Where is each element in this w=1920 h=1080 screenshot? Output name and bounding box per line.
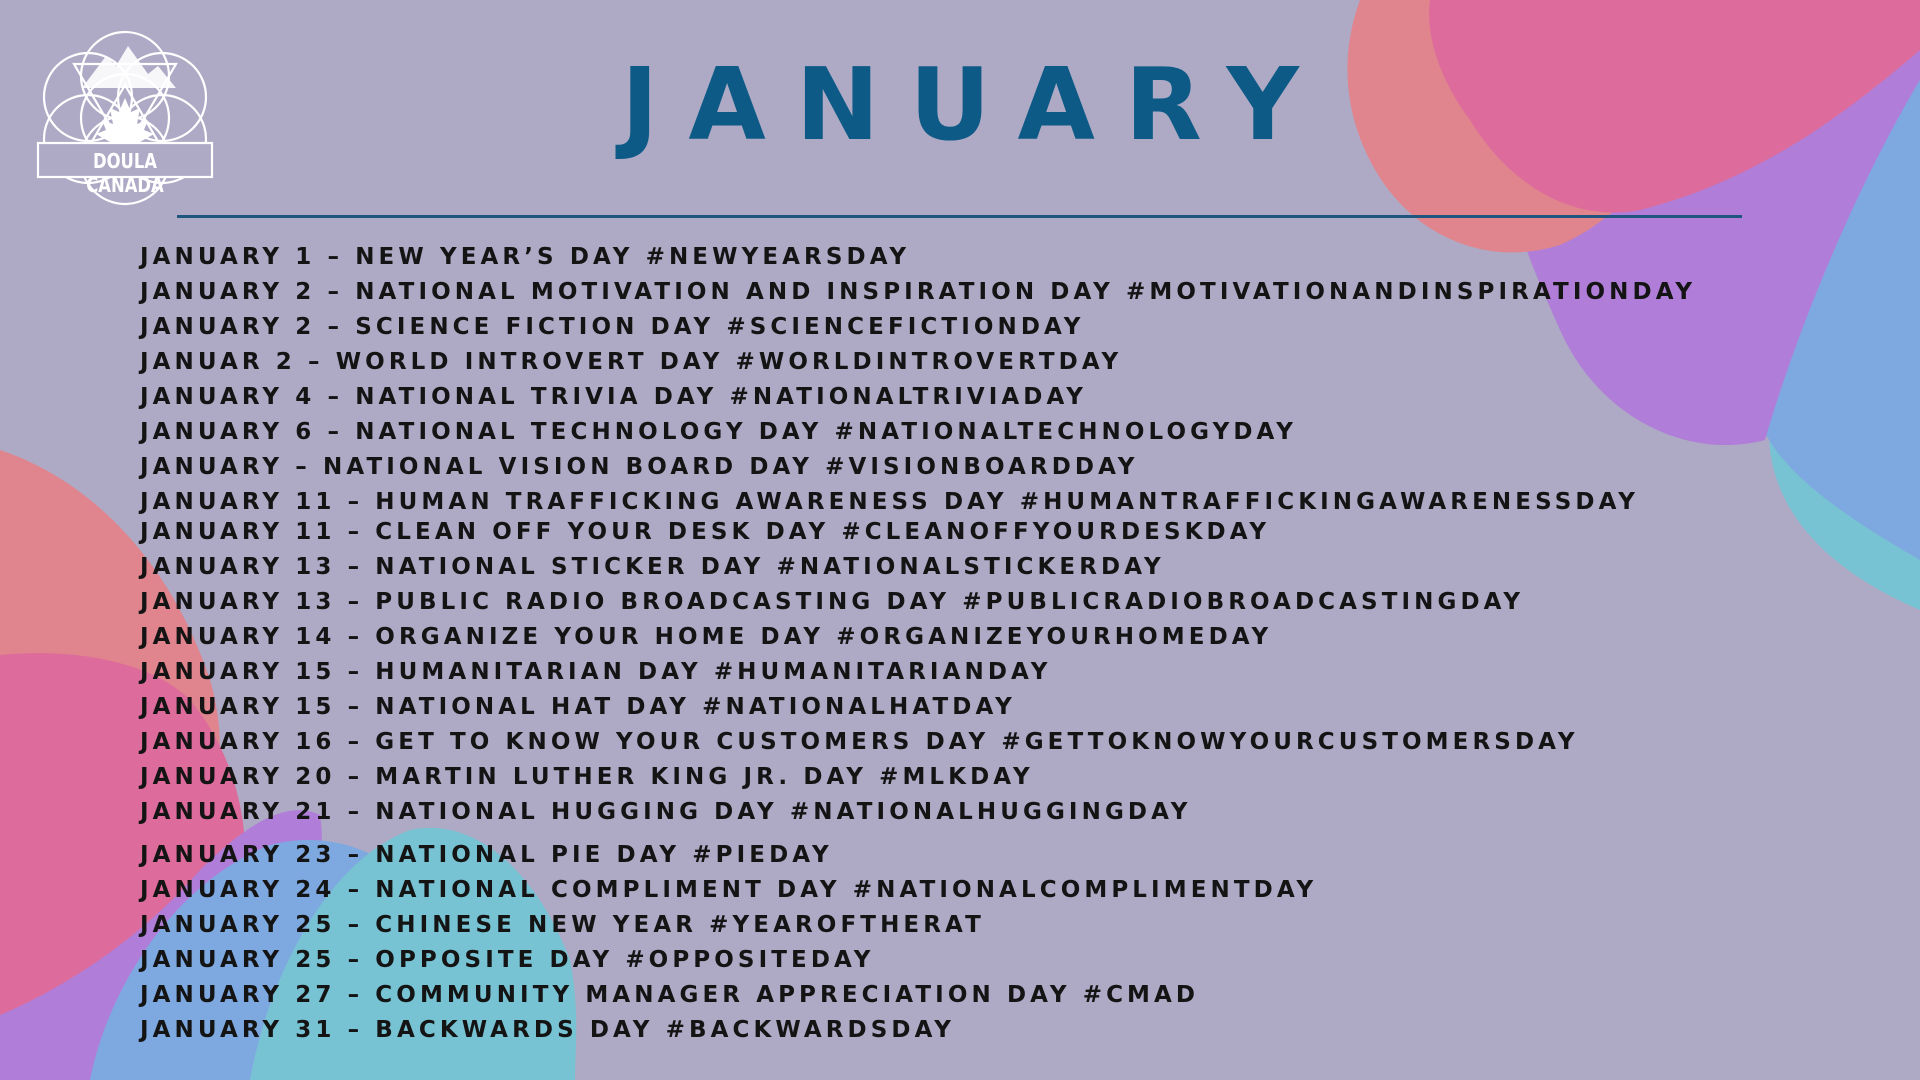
event-item: JANUAR 2 – WORLD INTROVERT DAY #WORLDINTROVERTDAY (140, 349, 1123, 375)
title-divider (177, 215, 1742, 218)
event-item: JANUARY 2 – SCIENCE FICTION DAY #SCIENCEFICTIONDAY (140, 314, 1085, 340)
event-item: JANUARY 25 – CHINESE NEW YEAR #YEAROFTHERAT (140, 912, 985, 938)
event-item: JANUARY 6 – NATIONAL TECHNOLOGY DAY #NATIONALTECHNOLOGYDAY (140, 419, 1298, 445)
event-item: JANUARY 31 – BACKWARDS DAY #BACKWARDSDAY (140, 1017, 956, 1043)
event-item: JANUARY 27 – COMMUNITY MANAGER APPRECIATION DAY #CMAD (140, 982, 1200, 1008)
event-item: JANUARY 4 – NATIONAL TRIVIA DAY #NATIONALTRIVIADAY (140, 384, 1087, 410)
event-item: JANUARY 23 – NATIONAL PIE DAY #PIEDAY (140, 842, 833, 868)
event-item: JANUARY 13 – NATIONAL STICKER DAY #NATIONALSTICKERDAY (140, 554, 1165, 580)
event-item: JANUARY 15 – HUMANITARIAN DAY #HUMANITARIANDAY (140, 659, 1052, 685)
event-item: JANUARY 24 – NATIONAL COMPLIMENT DAY #NATIONALCOMPLIMENTDAY (140, 877, 1318, 903)
event-item: JANUARY – NATIONAL VISION BOARD DAY #VISIONBOARDDAY (140, 454, 1139, 480)
logo-text: DOULA CANADA (86, 149, 164, 197)
event-item: JANUARY 25 – OPPOSITE DAY #OPPOSITEDAY (140, 947, 875, 973)
event-item: JANUARY 16 – GET TO KNOW YOUR CUSTOMERS DAY #GETTOKNOWYOURCUSTOMERSDAY (140, 729, 1579, 755)
event-item: JANUARY 11 – HUMAN TRAFFICKING AWARENESS DAY #HUMANTRAFFICKINGAWARENESSDAY (140, 489, 1640, 515)
event-item: JANUARY 21 – NATIONAL HUGGING DAY #NATIONALHUGGINGDAY (140, 799, 1192, 825)
event-item: JANUARY 11 – CLEAN OFF YOUR DESK DAY #CLEANOFFYOURDESKDAY (140, 519, 1271, 545)
event-item: JANUARY 1 – NEW YEAR’S DAY #NEWYEARSDAY (140, 244, 911, 270)
event-item: JANUARY 13 – PUBLIC RADIO BROADCASTING DAY #PUBLICRADIOBROADCASTINGDAY (140, 589, 1525, 615)
event-item: JANUARY 14 – ORGANIZE YOUR HOME DAY #ORGANIZEYOURHOMEDAY (140, 624, 1273, 650)
event-item: JANUARY 20 – MARTIN LUTHER KING JR. DAY #MLKDAY (140, 764, 1034, 790)
page-title: JANUARY (621, 46, 1329, 163)
event-item: JANUARY 2 – NATIONAL MOTIVATION AND INSPIRATION DAY #MOTIVATIONANDINSPIRATIONDAY (140, 279, 1697, 305)
event-item: JANUARY 15 – NATIONAL HAT DAY #NATIONALHATDAY (140, 694, 1016, 720)
